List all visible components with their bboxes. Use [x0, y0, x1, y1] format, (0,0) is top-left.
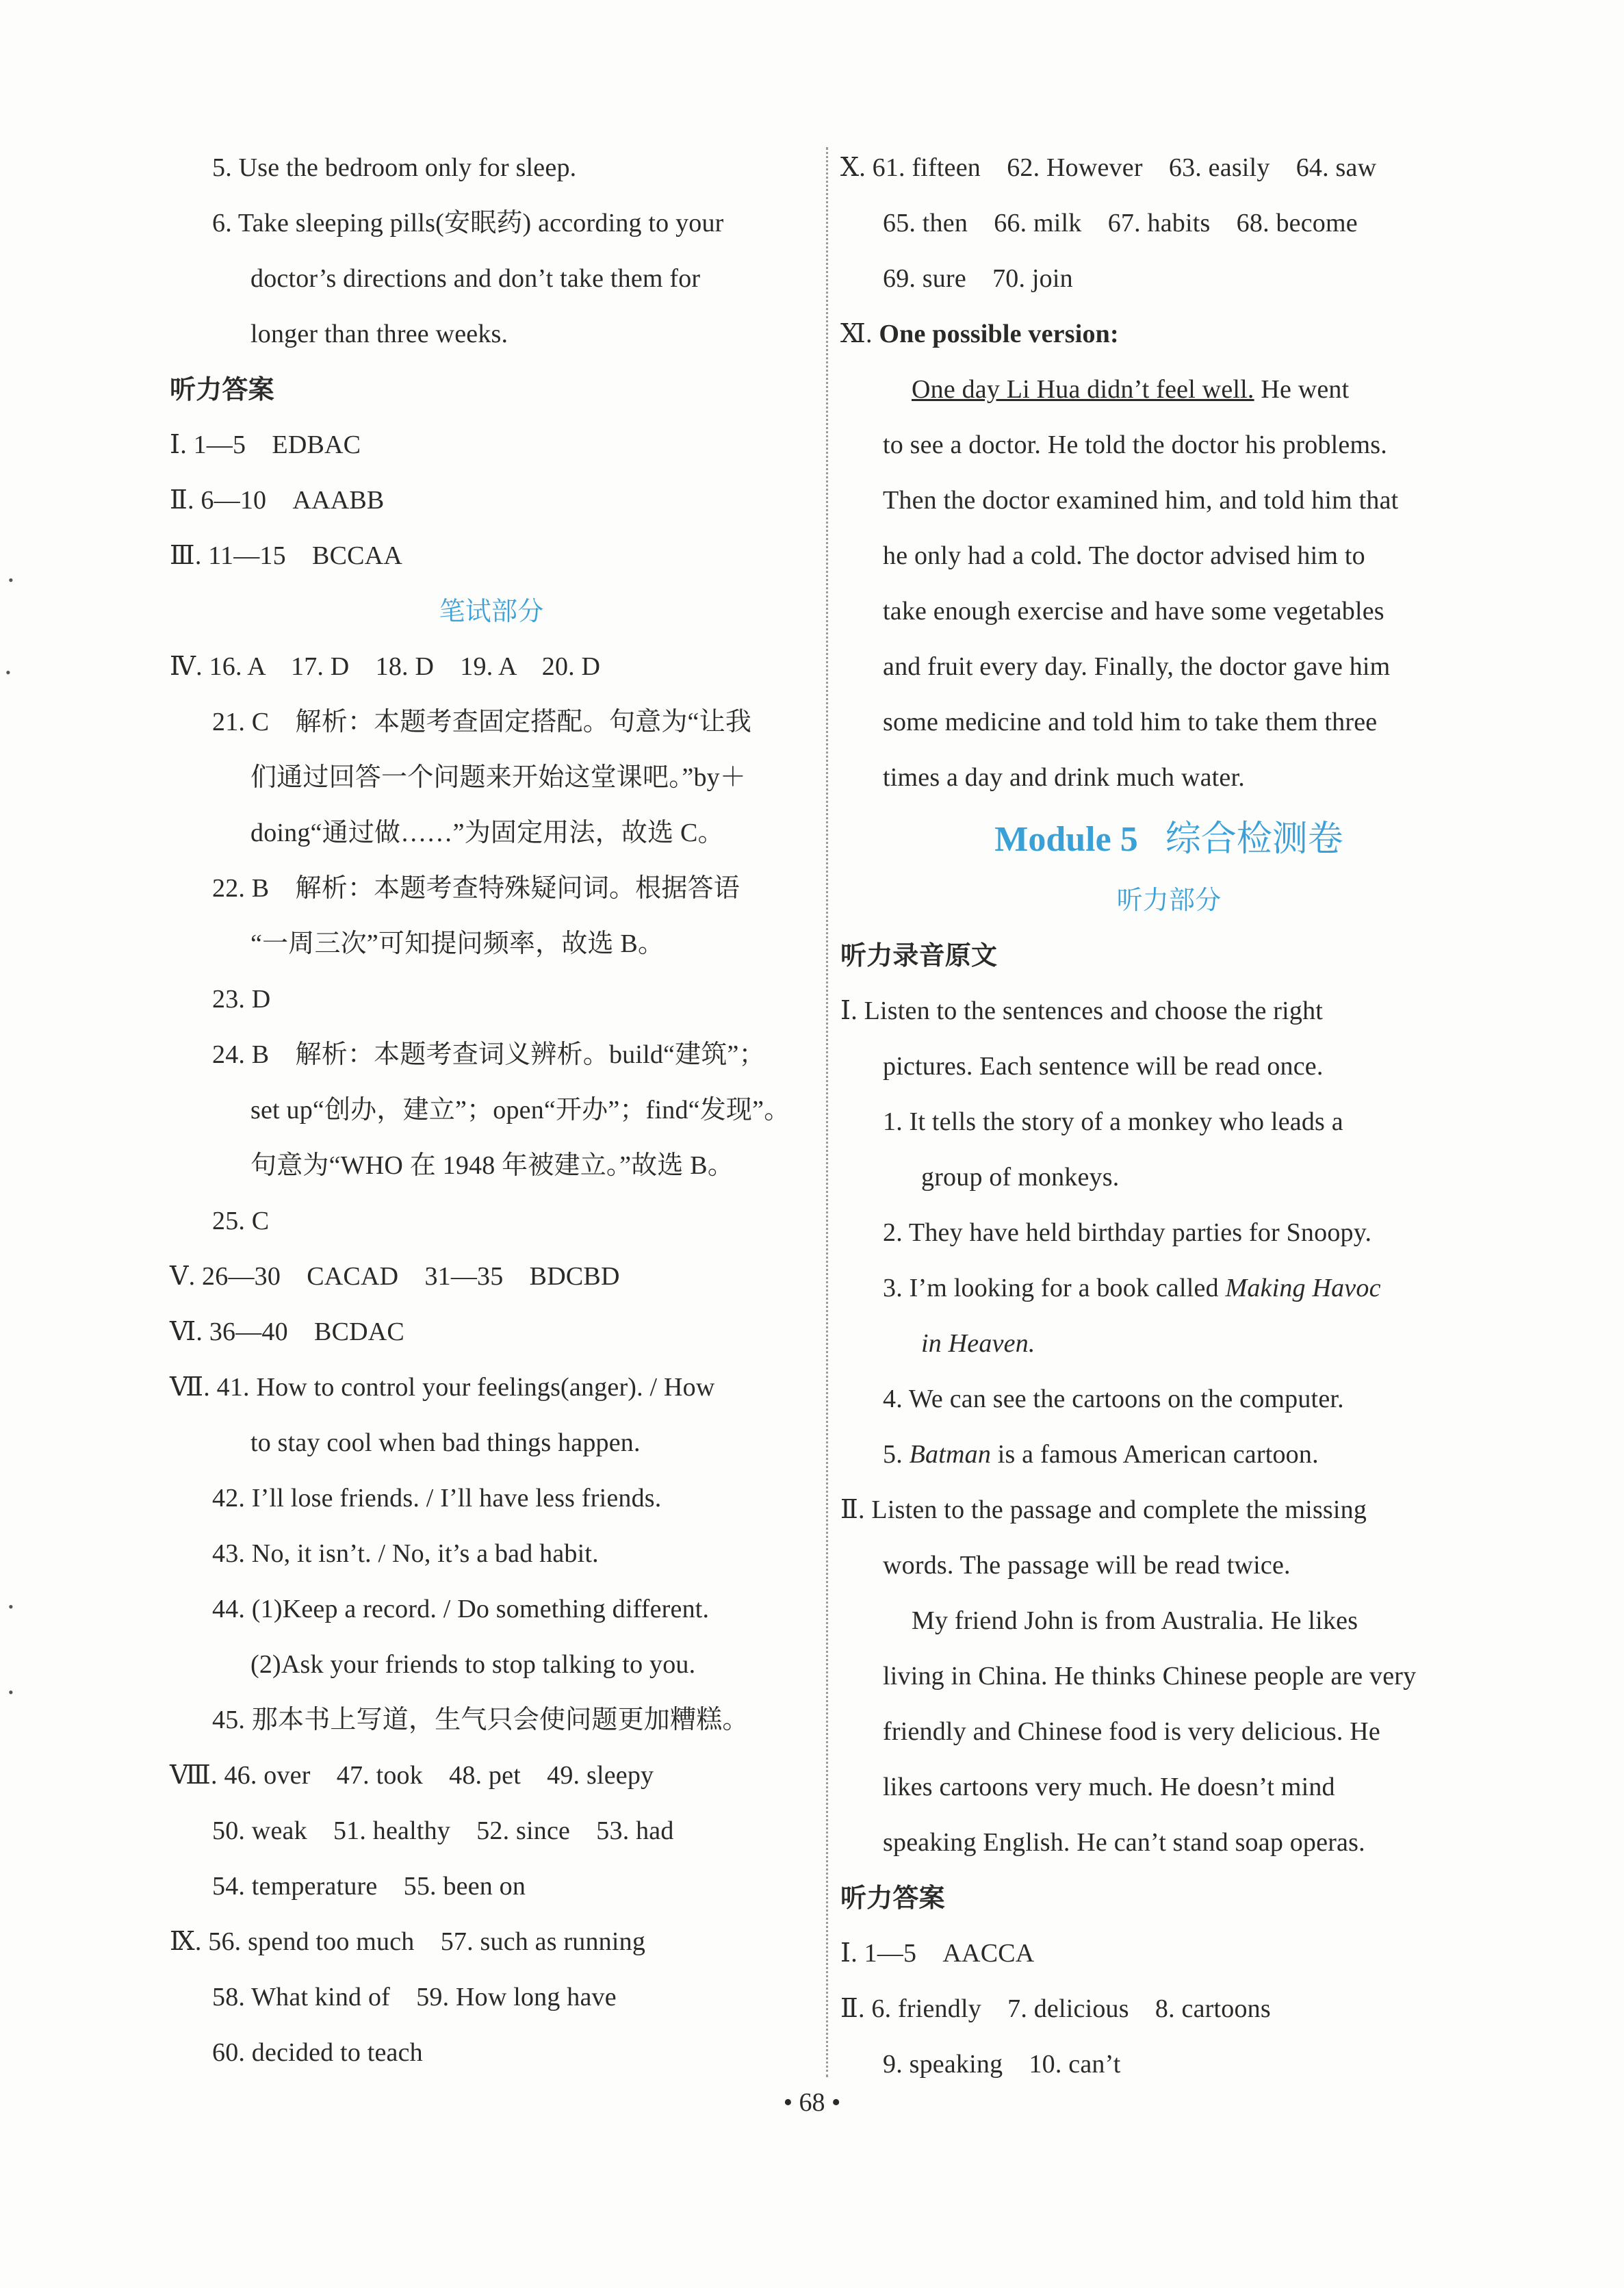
transcript-line: 2. They have held birthday parties for Snoopy. — [883, 1218, 1372, 1247]
listening-answers-heading: 听力答案 — [170, 374, 274, 404]
possible-version-label: One possible version: — [879, 320, 1119, 348]
transcript-line: Ⅱ. Listen to the passage and complete the missing — [840, 1495, 1367, 1524]
module-title-cn: 综合检测卷 — [1165, 819, 1343, 860]
transcript-line: pictures. Each sentence will be read once. — [883, 1052, 1324, 1081]
scan-mark: • — [5, 664, 11, 681]
explanation-line: 21. C 解析：本题考查固定搭配。句意为“让我 — [212, 708, 752, 736]
transcript-text: is a famous American cartoon. — [997, 1440, 1319, 1469]
essay-line — [840, 362, 1497, 417]
written-part-heading: 笔试部分 — [439, 596, 544, 626]
answer-line: Ⅰ. 1—5 EDBAC — [170, 430, 361, 459]
left-column — [170, 140, 813, 2081]
transcript-line: in Heaven. — [921, 1329, 1035, 1358]
passage-line: speaking English. He can’t stand soap operas. — [883, 1828, 1365, 1857]
answer-line: 44. (1)Keep a record. / Do something different. — [212, 1595, 710, 1623]
transcript-line — [840, 1427, 1497, 1482]
passage-line: friendly and Chinese food is very delicious. He — [883, 1717, 1381, 1746]
listening-answers-heading: 听力答案 — [840, 1883, 945, 1913]
passage-line: likes cartoons very much. He doesn’t mind — [883, 1773, 1335, 1801]
passage-line: living in China. He thinks Chinese people are very — [883, 1662, 1417, 1691]
scan-mark: • — [8, 1598, 14, 1615]
page-number: • 68 • — [783, 2088, 841, 2117]
writing-heading-line — [840, 307, 1497, 362]
answer-line: Ⅱ. 6—10 AAABB — [170, 486, 385, 515]
answer-line: Ⅴ. 26—30 CACAD 31—35 BDCBD — [170, 1262, 620, 1291]
text-line: doctor’s directions and don’t take them for — [250, 264, 701, 293]
answer-line: Ⅵ. 36—40 BCDAC — [170, 1317, 404, 1346]
answer-line: 9. speaking 10. can’t — [883, 2050, 1121, 2079]
answer-line: 23. D — [212, 985, 271, 1014]
transcript-text: 5. — [883, 1440, 903, 1469]
text-line: 6. Take sleeping pills(安眠药) according to your — [212, 209, 724, 237]
transcript-line: words. The passage will be read twice. — [883, 1551, 1291, 1580]
essay-line: and fruit every day. Finally, the doctor gave him — [883, 652, 1391, 681]
answer-line: 60. decided to teach — [212, 2038, 423, 2067]
answer-line: (2)Ask your friends to stop talking to you. — [250, 1650, 696, 1679]
answer-line: Ⅰ. 1—5 AACCA — [840, 1939, 1035, 1968]
module-title-en: Module 5 — [994, 820, 1138, 859]
answer-line: 42. I’ll lose friends. / I’ll have less friends. — [212, 1484, 662, 1513]
explanation-line: “一周三次”可知提问频率，故选 B。 — [250, 929, 665, 958]
essay-line: he only had a cold. The doctor advised him to — [883, 541, 1365, 570]
transcript-line: Ⅰ. Listen to the sentences and choose the right — [840, 997, 1324, 1025]
answer-line: Ⅹ. 61. fifteen 62. However 63. easily 64. saw — [840, 153, 1377, 182]
right-column — [840, 140, 1497, 2092]
answer-line: Ⅸ. 56. spend too much 57. such as running — [170, 1927, 646, 1956]
text-line: 5. Use the bedroom only for sleep. — [212, 153, 577, 182]
explanation-line: set up“创办，建立”；open“开办”；find“发现”。 — [250, 1096, 790, 1124]
module-title — [840, 806, 1497, 873]
essay-line: some medicine and told him to take them three — [883, 708, 1378, 736]
answer-line: Ⅷ. 46. over 47. took 48. pet 49. sleepy — [170, 1761, 654, 1790]
transcript-text: 3. I’m looking for a book called — [883, 1274, 1219, 1302]
answer-line: 45. 那本书上写道，生气只会使问题更加糟糕。 — [212, 1706, 749, 1734]
transcript-line: 4. We can see the cartoons on the computer. — [883, 1385, 1344, 1413]
answer-line: Ⅱ. 6. friendly 7. delicious 8. cartoons — [840, 1994, 1271, 2023]
answer-line: 43. No, it isn’t. / No, it’s a bad habit. — [212, 1539, 599, 1568]
explanation-line: 24. B 解析：本题考查词义辨析。build“建筑”； — [212, 1040, 765, 1069]
section-number: Ⅺ. — [840, 320, 873, 348]
column-divider — [826, 147, 828, 2077]
transcript-heading: 听力录音原文 — [840, 940, 998, 971]
essay-text: He went — [1261, 375, 1350, 404]
explanation-line: 22. B 解析：本题考查特殊疑问词。根据答语 — [212, 874, 740, 903]
transcript-line — [840, 1261, 1497, 1316]
answer-line: Ⅳ. 16. A 17. D 18. D 19. A 20. D — [170, 652, 601, 681]
text-line: longer than three weeks. — [250, 320, 508, 348]
answer-line: 65. then 66. milk 67. habits 68. become — [883, 209, 1358, 237]
answer-line: Ⅶ. 41. How to control your feelings(anger). / How — [170, 1373, 715, 1402]
answer-line: 25. C — [212, 1207, 270, 1235]
essay-line: to see a doctor. He told the doctor his problems. — [883, 430, 1387, 459]
essay-underlined-sentence: One day Li Hua didn’t feel well. — [912, 375, 1254, 404]
answer-line: to stay cool when bad things happen. — [250, 1428, 641, 1457]
transcript-line: group of monkeys. — [921, 1163, 1120, 1192]
passage-text: My friend John is from Australia. He likes — [912, 1606, 1358, 1635]
listening-part-heading: 听力部分 — [1116, 885, 1222, 915]
scan-mark: • — [8, 571, 14, 589]
answer-line: 54. temperature 55. been on — [212, 1872, 526, 1901]
essay-line: take enough exercise and have some vegetables — [883, 597, 1384, 626]
answer-line: 69. sure 70. join — [883, 264, 1073, 293]
passage-line — [840, 1593, 1497, 1649]
essay-line: times a day and drink much water. — [883, 763, 1245, 792]
scan-mark: • — [8, 1684, 14, 1701]
explanation-line: 们通过回答一个问题来开始这堂课吧。”by＋ — [250, 763, 747, 792]
book-title: Making Havoc — [1225, 1274, 1381, 1302]
transcript-line: 1. It tells the story of a monkey who leads a — [883, 1107, 1343, 1136]
answer-line: 50. weak 51. healthy 52. since 53. had — [212, 1816, 674, 1845]
essay-line: Then the doctor examined him, and told him that — [883, 486, 1399, 515]
explanation-line: 句意为“WHO 在 1948 年被建立。”故选 B。 — [250, 1151, 734, 1180]
cartoon-title: Batman — [909, 1440, 992, 1469]
answer-line: 58. What kind of 59. How long have — [212, 1983, 617, 2011]
answer-line: Ⅲ. 11—15 BCCAA — [170, 541, 402, 570]
explanation-line: doing“通过做……”为固定用法，故选 C。 — [250, 819, 724, 847]
